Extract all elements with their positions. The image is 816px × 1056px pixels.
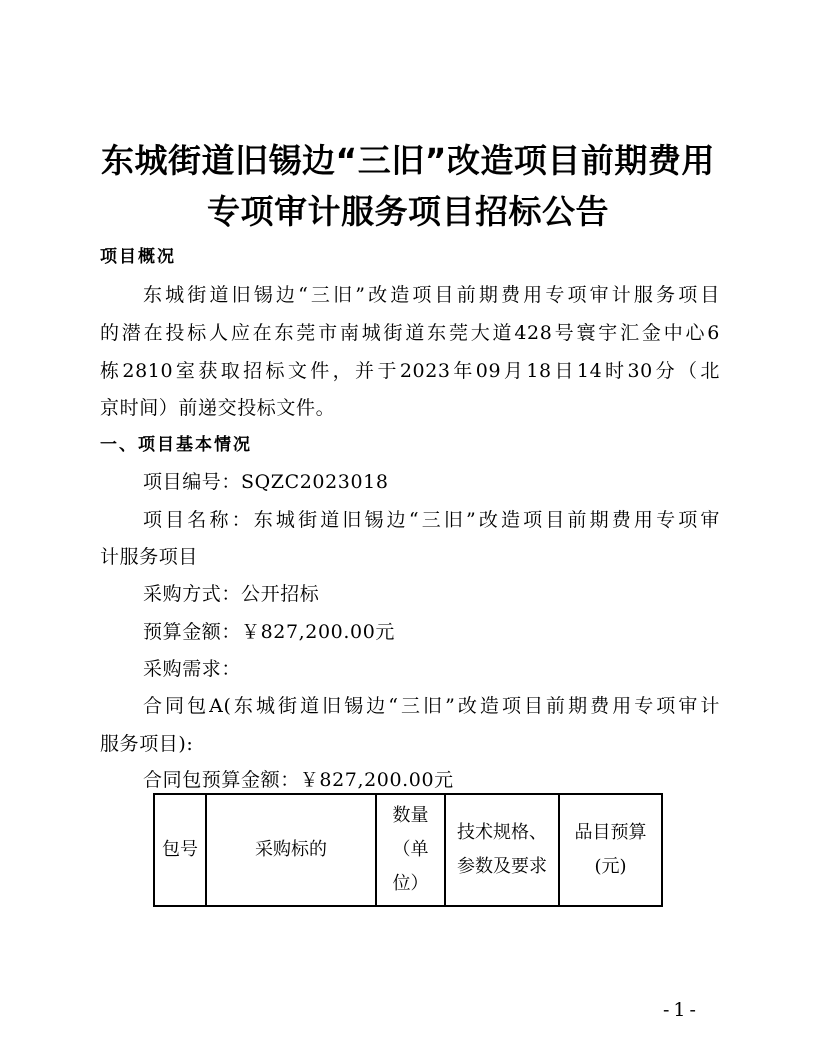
header-package-no: 包号 — [154, 794, 206, 906]
overview-line-4: 京时间）前递交投标文件。 — [100, 397, 336, 419]
overview-line-2: 的潜在投标人应在东莞市南城街道东莞大道428号寰宇汇金中心6 — [100, 322, 720, 344]
contract-package-line-1: 合同包A(东城街道旧锡边“三旧”改造项目前期费用专项审计 — [143, 695, 720, 717]
header-subject: 采购标的 — [206, 794, 376, 906]
overview-line-3: 栋2810室获取招标文件，并于2023年09月18日14时30分（北 — [100, 360, 720, 382]
header-spec-line-2: 参数及要求 — [457, 856, 547, 877]
package-budget: 合同包预算金额：￥827,200.00元 — [143, 769, 454, 791]
document-title-line-1: 东城街道旧锡边“三旧”改造项目前期费用 — [101, 141, 715, 180]
procurement-table — [153, 793, 663, 907]
page-number: -1- — [663, 999, 700, 1021]
header-quantity-line-2: （单 — [392, 839, 429, 860]
project-name-line-1: 项目名称：东城街道旧锡边“三旧”改造项目前期费用专项审 — [143, 509, 720, 531]
project-number: 项目编号：SQZC2023018 — [143, 471, 389, 493]
header-item-budget-line-1: 品目预算 — [574, 822, 647, 843]
project-name-line-2: 计服务项目 — [100, 546, 199, 568]
header-item-budget — [559, 794, 662, 906]
header-quantity-line-1: 数量 — [392, 805, 429, 826]
contract-package-line-2: 服务项目): — [100, 733, 194, 755]
procurement-method: 采购方式：公开招标 — [143, 583, 320, 605]
header-quantity — [376, 794, 445, 906]
header-spec-line-1: 技术规格、 — [457, 822, 547, 843]
overview-heading: 项目概况 — [100, 247, 176, 267]
section1-heading: 一、项目基本情况 — [100, 435, 252, 455]
header-quantity-line-3: 位） — [392, 873, 429, 894]
procurement-requirement: 采购需求： — [143, 658, 242, 680]
header-item-budget-line-2: (元) — [594, 856, 627, 877]
table-header-row — [154, 794, 662, 906]
header-spec — [445, 794, 559, 906]
budget-amount: 预算金额：￥827,200.00元 — [143, 621, 395, 643]
document-title-line-2: 专项审计服务项目招标公告 — [207, 192, 609, 231]
overview-line-1: 东城街道旧锡边“三旧”改造项目前期费用专项审计服务项目 — [143, 284, 720, 306]
